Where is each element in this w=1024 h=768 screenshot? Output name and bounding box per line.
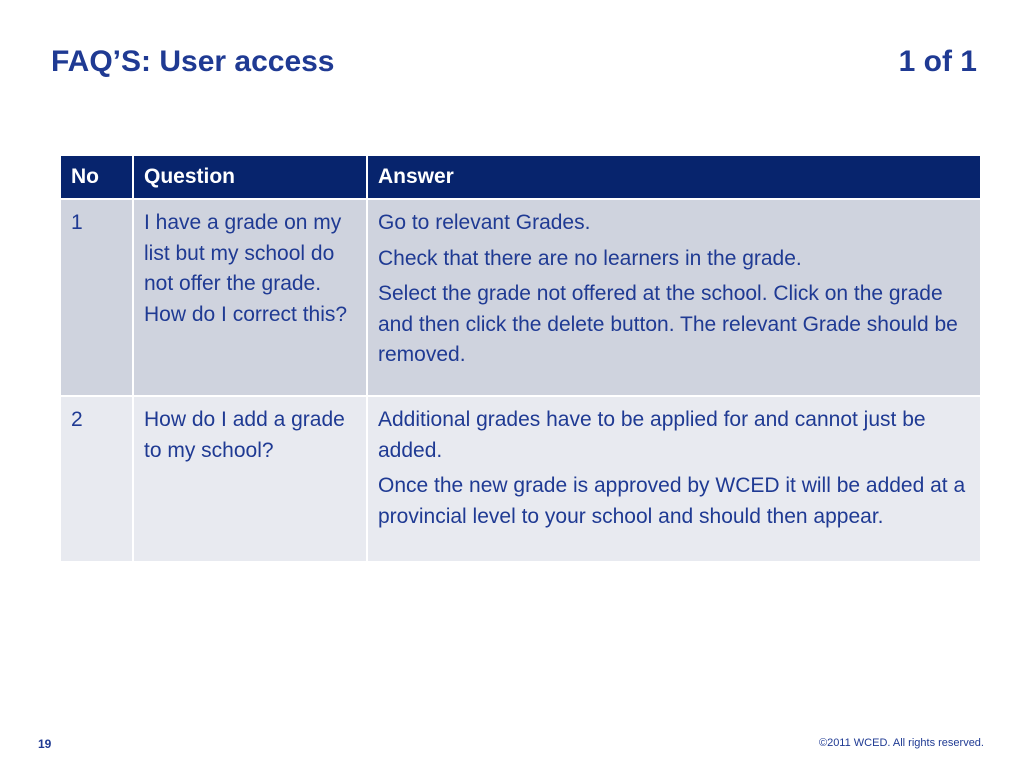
table-row: [61, 396, 980, 562]
table-header-row: [61, 156, 980, 199]
column-header-no: No: [61, 156, 133, 199]
column-header-answer: Answer: [367, 156, 980, 199]
question-cell: How do I add a grade to my school?: [133, 396, 367, 562]
table-row: [61, 199, 980, 396]
faq-table: [61, 156, 980, 563]
row-number: 2: [61, 396, 133, 562]
answer-paragraph: Additional grades have to be applied for and cannot just be added.: [378, 408, 926, 462]
answer-paragraph: Go to relevant Grades.: [378, 211, 591, 234]
question-cell: I have a grade on my list but my school do not offer the grade. How do I correct this?: [133, 199, 367, 396]
answer-paragraph: Once the new grade is approved by WCED it will be added at a provincial level to your school and should then appear.: [378, 474, 966, 528]
row-number: 1: [61, 199, 133, 396]
answer-paragraph: Select the grade not offered at the school. Click on the grade and then click the delete button. The relevant Grade should be removed.: [378, 282, 958, 366]
answer-cell: [367, 199, 980, 396]
slide-number: 19: [38, 737, 52, 751]
page-title: FAQ’S: User access: [51, 45, 335, 78]
answer-cell: [367, 396, 980, 562]
copyright-notice: ©2011 WCED. All rights reserved.: [818, 737, 984, 749]
page-counter: 1 of 1: [898, 45, 977, 78]
answer-paragraph: Check that there are no learners in the grade.: [378, 246, 802, 270]
column-header-question: Question: [133, 156, 367, 199]
